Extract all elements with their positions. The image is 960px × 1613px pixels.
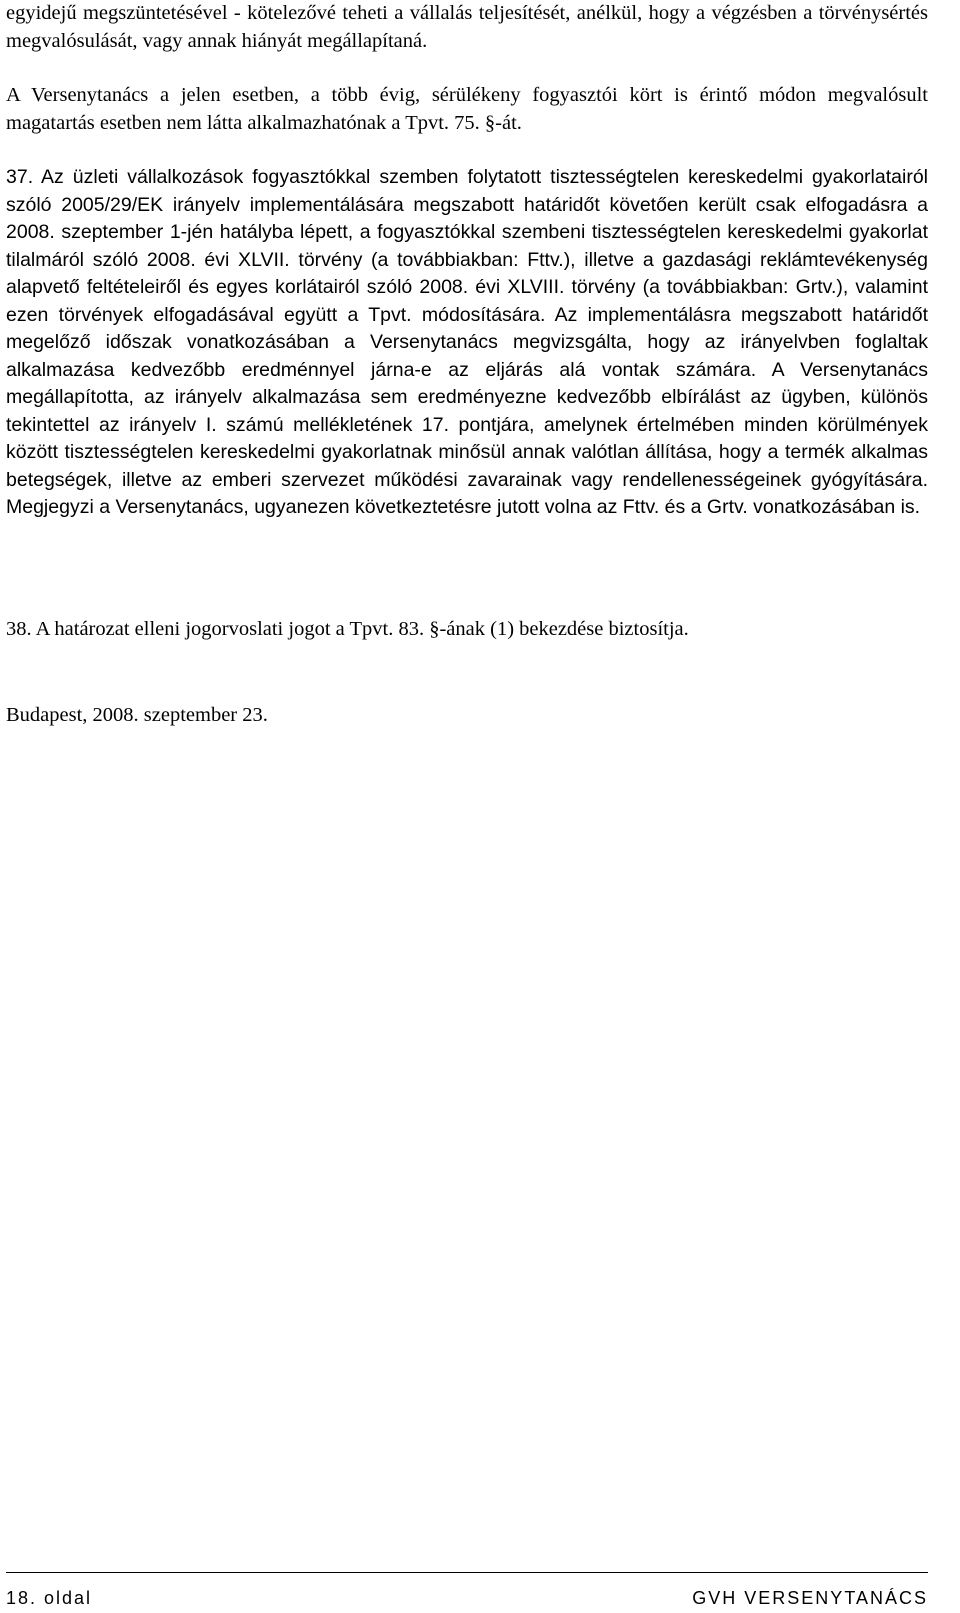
page-number: 18. oldal [6,1588,93,1608]
page-footer [6,1588,928,1612]
place-and-date: Budapest, 2008. szeptember 23. [6,704,268,726]
paragraph-38: 38. A határozat elleni jogorvoslati jogot a Tpvt. 83. §-ának (1) bekezdése biztosítja. [6,618,689,640]
footer-divider [6,1572,928,1573]
paragraph-75: A Versenytanács a jelen esetben, a több évig, sérülékeny fogyasztói kört is érintő módon megvalósult magatartás esetben nem látta alkalmazhatónak a Tpvt. 75. §-át. [6,84,928,134]
intro-paragraph: egyidejű megszüntetésével - kötelezővé teheti a vállalás teljesítését, anélkül, hogy a végzésben a törvénysértés megvalósulását, vagy annak hiányát megállapítaná. [6,2,928,52]
paragraph-37: 37. Az üzleti vállalkozások fogyasztókkal szemben folytatott tisztességtelen kereskedelmi gyakorlatairól szóló 2005/29/EK irányelv implementálására megszabott határidőt követően került csak elfogadásra a 2008. szeptember 1-jén hatályba lépett, a fogyasztókkal szembeni tisztességtelen kereskedelmi gyakorlat tilalmáról szóló 2008. évi XLVII. törvény (a továbbiakban: Fttv.), illetve a gazdasági reklámtevékenység alapvető feltételeiről és egyes korlátairól szóló 2008. évi XLVIII. törvény (a továbbiakban: Grtv.), valamint ezen törvények elfogadásával együtt a Tpvt. módosítására. Az implementálásra megszabott határidőt megelőző időszak vonatkozásában a Versenytanács megvizsgálta, hogy az irányelvben foglaltak alkalmazása kedvezőbb eredménnyel járna-e az eljárás alá vontak számára. A Versenytanács megállapította, az irányelv alkalmazása sem eredményezne kedvezőbb elbírálást az ügyben, különös tekintettel az irányelv I. számú mellékletének 17. pontjára, amelynek értelmében minden körülmények között tisztességtelen kereskedelmi gyakorlatnak minősül annak valótlan állítása, hogy a termék alkalmas betegségek, illetve az emberi szervezet működési zavarainak vagy rendellenességeinek gyógyítására. Megjegyzi a Versenytanács, ugyanezen következtetésre jutott volna az Fttv. és a Grtv. vonatkozásában is. [6,166,928,518]
footer-organization: GVH VERSENYTANÁCS [692,1588,928,1608]
